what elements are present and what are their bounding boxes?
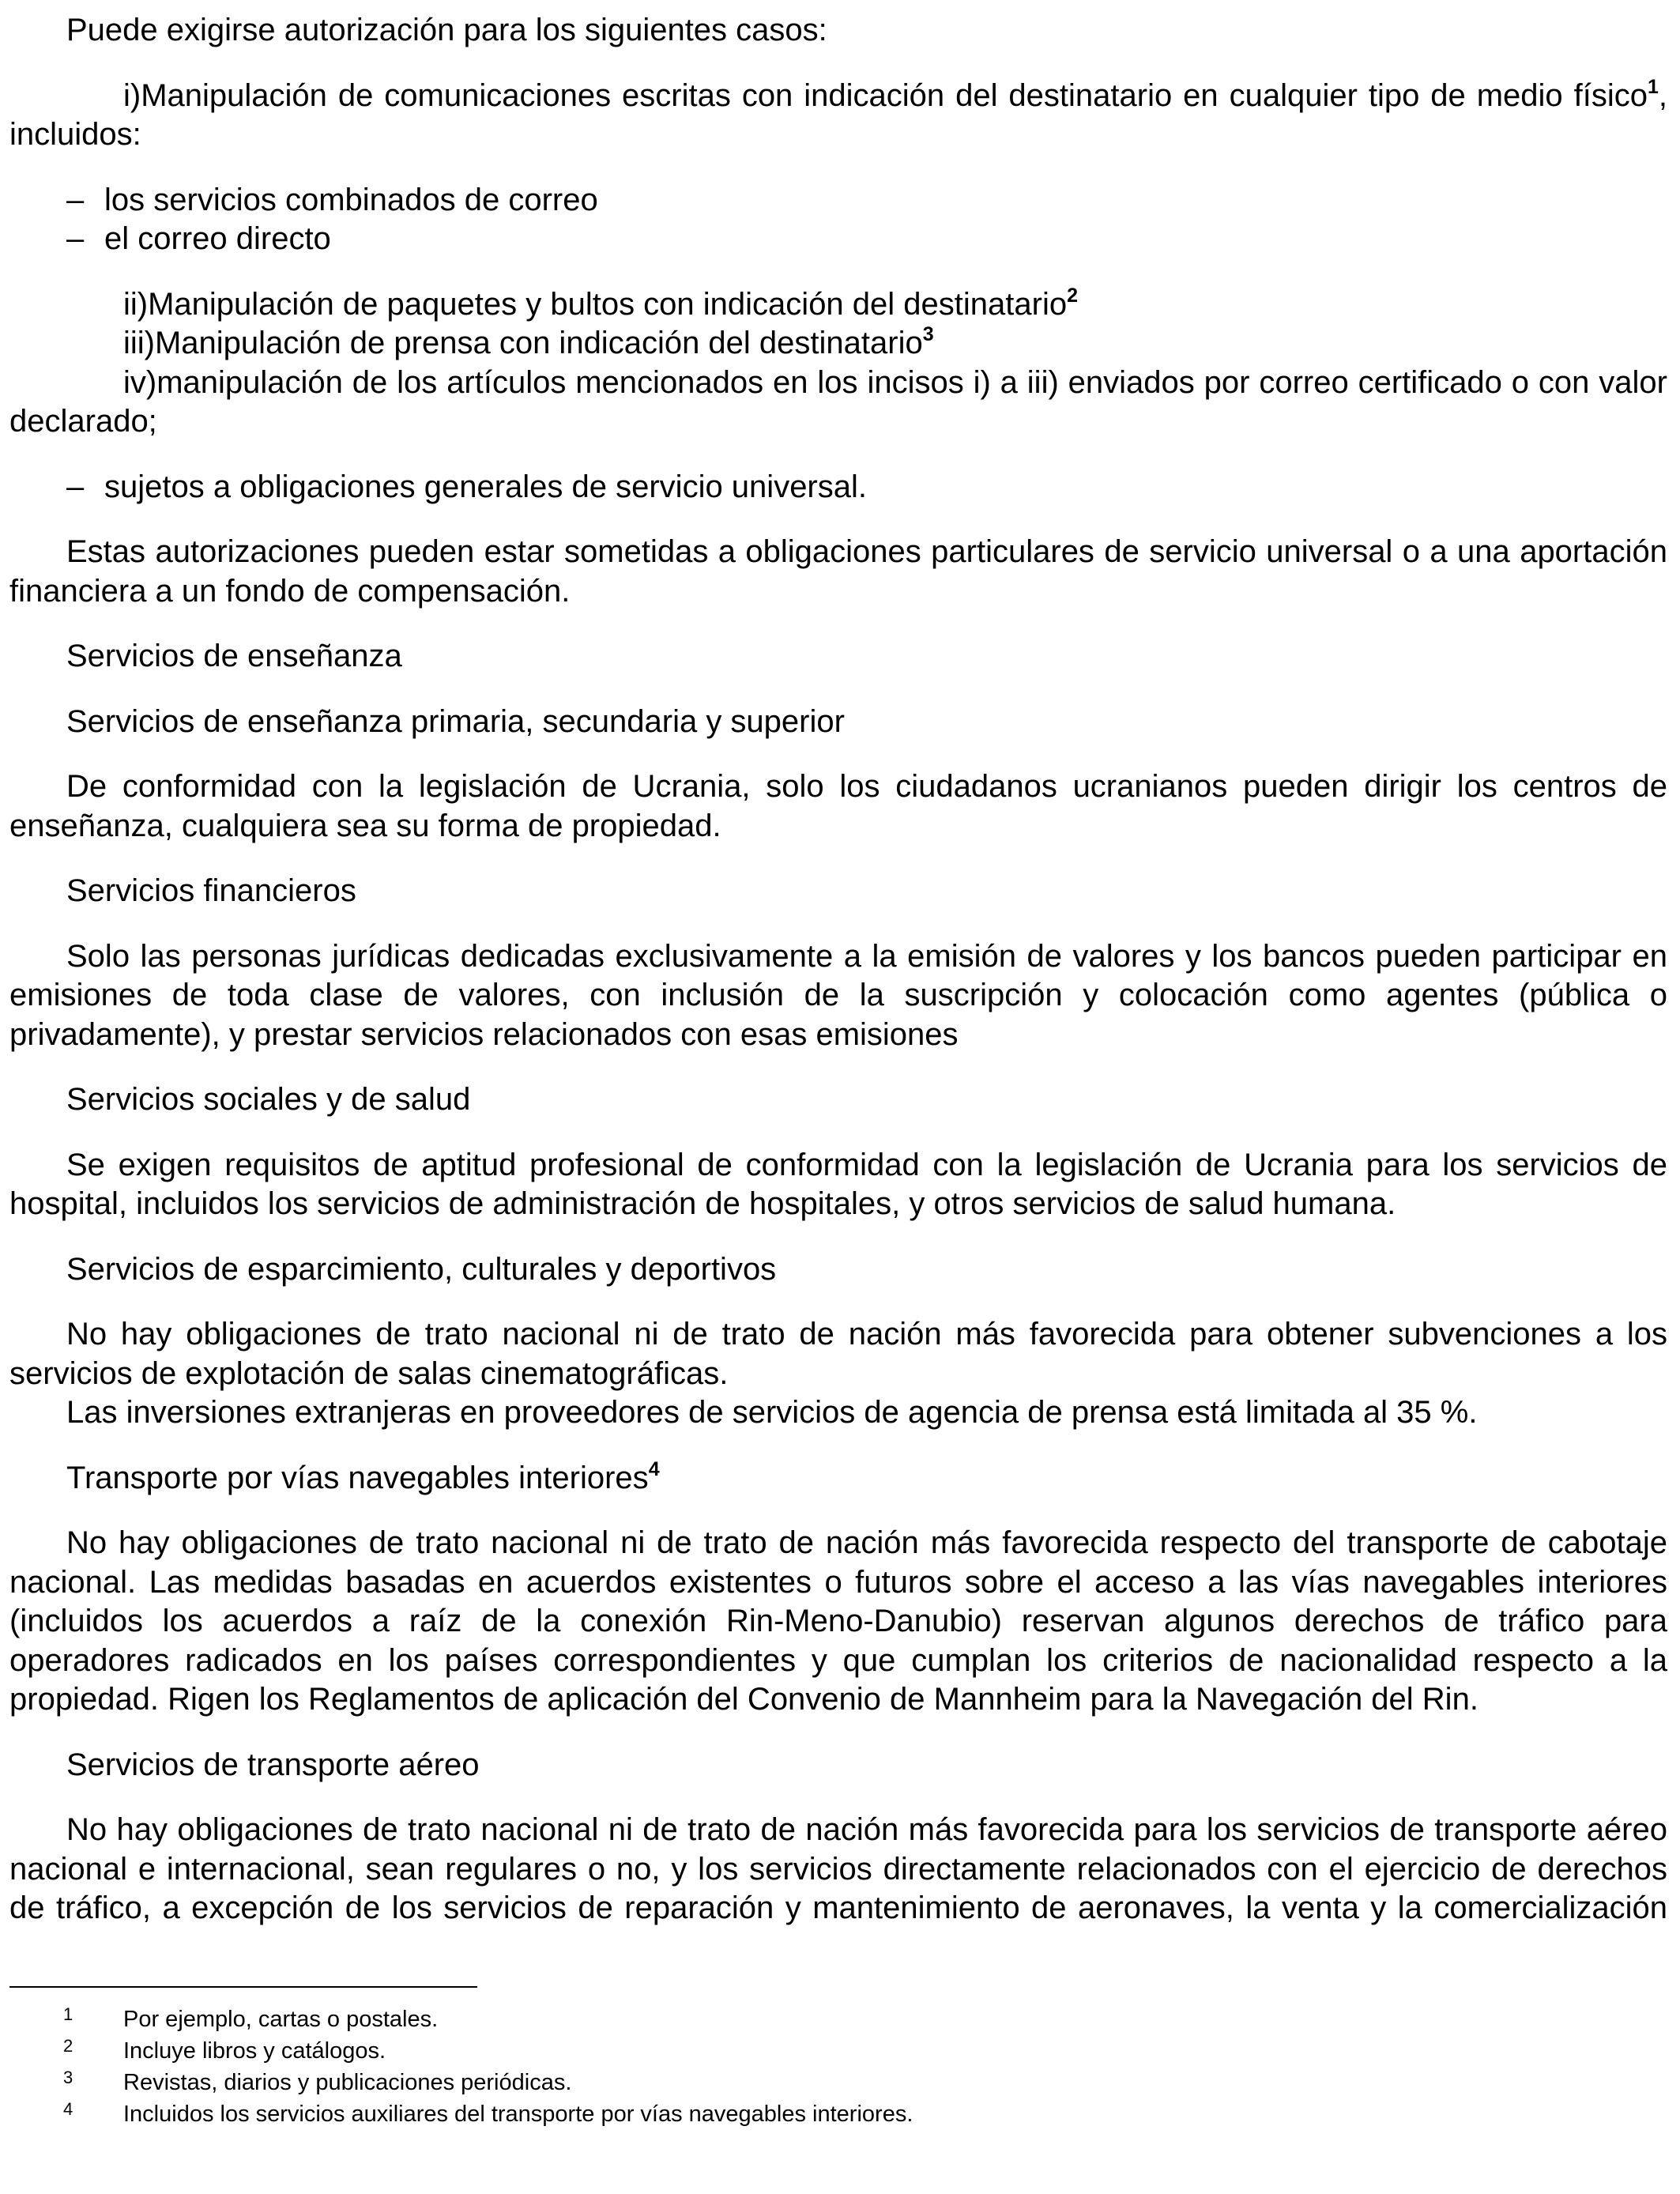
footnote-separator xyxy=(9,1986,477,1988)
dash-item-text: los servicios combinados de correo xyxy=(104,182,598,217)
footnote-number: 2 xyxy=(63,2036,73,2056)
item-text: manipulación de los artículos mencionados en los incisos i) a iii) enviados por correo certificado o con valor declarado; xyxy=(9,364,1667,439)
list-item-iv xyxy=(9,364,1667,442)
section-heading: Servicios de transporte aéreo xyxy=(66,1747,480,1782)
item-text: Manipulación de paquetes y bultos con indicación del destinatario xyxy=(148,286,1068,322)
footnote-number: 1 xyxy=(63,2004,73,2024)
heading-text: Transporte por vías navegables interiores xyxy=(66,1460,649,1495)
subsection-heading: Servicios de enseñanza primaria, secundaria y superior xyxy=(66,703,845,739)
footnote-text: Por ejemplo, cartas o postales. xyxy=(123,2007,439,2032)
footnote xyxy=(9,2098,1590,2130)
numbered-list xyxy=(9,285,1667,442)
section-heading xyxy=(9,1459,1667,1498)
dash-mark: – xyxy=(66,182,85,217)
dash-mark: – xyxy=(66,221,85,256)
list-item xyxy=(9,220,1667,259)
paragraph-esparcimiento: Las inversiones extranjeras en proveedores de servicios de agencia de prensa está limitada al 35 %. xyxy=(66,1395,1478,1430)
paragraph-financieros: Solo las personas jurídicas dedicadas exclusivamente a la emisión de valores y los bancos pueden participar en emisiones de toda clase de valores, con inclusión de la suscripción y colocación como agentes (pública o privadamente), y prestar servicios relacionados con esas emisiones xyxy=(9,938,1667,1052)
list-item xyxy=(9,181,1667,221)
paragraph-salud: Se exigen requisitos de aptitud profesional de conformidad con la legislación de Ucrania para los servicios de hospital, incluidos los servicios de administración de hospitales, y otros servicios de salud humana. xyxy=(9,1147,1667,1221)
item-number: i) xyxy=(123,77,141,113)
item-tail: , incluidos: xyxy=(9,77,1667,152)
item-text: Manipulación de prensa con indicación del destinatario xyxy=(154,326,923,360)
paragraph-aereo: No hay obligaciones de trato nacional ni de trato de nación más favorecida para los servicios de transporte aéreo nacional e internacional, sean regulares o no, y los servicios directamente relacionados con el ejercicio de derechos de tráfico, a excepción de los servicios de reparación y mantenimiento de aeronaves, la venta y la comercialización xyxy=(9,1812,1667,1925)
dash-list xyxy=(9,181,1667,259)
footnote-text: Incluidos los servicios auxiliares del transporte por vías navegables interiores. xyxy=(123,2102,913,2127)
footnote-number: 3 xyxy=(63,2068,73,2087)
dash-mark: – xyxy=(66,469,85,504)
footnote xyxy=(9,2035,1590,2067)
paragraph-autorizaciones: Estas autorizaciones pueden estar sometidas a obligaciones particulares de servicio universal o a una aportación financiera a un fondo de compensación. xyxy=(9,534,1667,609)
footnote-number: 4 xyxy=(63,2099,73,2119)
list-item-i xyxy=(9,77,1667,155)
item-number: iv) xyxy=(123,364,157,400)
paragraph-ensenanza: De conformidad con la legislación de Ucrania, solo los ciudadanos ucranianos pueden dirigir los centros de enseñanza, cualquiera sea su forma de propiedad. xyxy=(9,769,1667,843)
footnote-ref[interactable]: 1 xyxy=(1647,75,1659,98)
paragraph-navegables: No hay obligaciones de trato nacional ni de trato de nación más favorecida respecto del transporte de cabotaje nacional. Las medidas basadas en acuerdos existentes o futuros sobre el acceso a las vías navegables interiores (incluidos los acuerdos a raíz de la conexión Rin-Meno-Danubio) reservan algunos derechos de tráfico para operadores radicados en los países correspondientes y que cumplan los criterios de nacionalidad respecto a la propiedad. Rigen los Reglamentos de aplicación del Convenio de Mannheim para la Navegación del Rin. xyxy=(9,1525,1667,1717)
list-item-iii xyxy=(9,324,1667,364)
section-heading: Servicios de enseñanza xyxy=(66,639,402,673)
section-heading: Servicios financieros xyxy=(66,873,356,908)
footnote-text: Incluye libros y catálogos. xyxy=(123,2038,386,2064)
footnote-text: Revistas, diarios y publicaciones periódicas. xyxy=(123,2070,572,2095)
section-heading: Servicios sociales y de salud xyxy=(66,1082,471,1117)
item-text: Manipulación de comunicaciones escritas con indicación del destinatario en cualquier tipo de medio físico xyxy=(141,77,1648,113)
footnotes xyxy=(9,2004,1590,2130)
intro-paragraph: Puede exigirse autorización para los siguientes casos: xyxy=(66,13,827,47)
dash-item-text: sujetos a obligaciones generales de servicio universal. xyxy=(104,469,867,504)
footnote xyxy=(9,2004,1590,2035)
footnote-ref[interactable]: 4 xyxy=(648,1457,660,1480)
dash-item-text: el correo directo xyxy=(104,221,331,256)
item-number: ii) xyxy=(123,286,149,322)
footnote-ref[interactable]: 2 xyxy=(1067,284,1078,307)
list-item xyxy=(9,468,1667,507)
main-text xyxy=(9,11,1667,1928)
list-item-ii xyxy=(9,285,1667,325)
item-number: iii) xyxy=(123,326,155,360)
footnote xyxy=(9,2067,1590,2098)
footnote-ref[interactable]: 3 xyxy=(922,323,934,345)
paragraph-esparcimiento: No hay obligaciones de trato nacional ni de trato de nación más favorecida para obtener subvenciones a los servicios de explotación de salas cinematográficas. xyxy=(9,1317,1667,1391)
section-heading: Servicios de esparcimiento, culturales y deportivos xyxy=(66,1251,777,1287)
